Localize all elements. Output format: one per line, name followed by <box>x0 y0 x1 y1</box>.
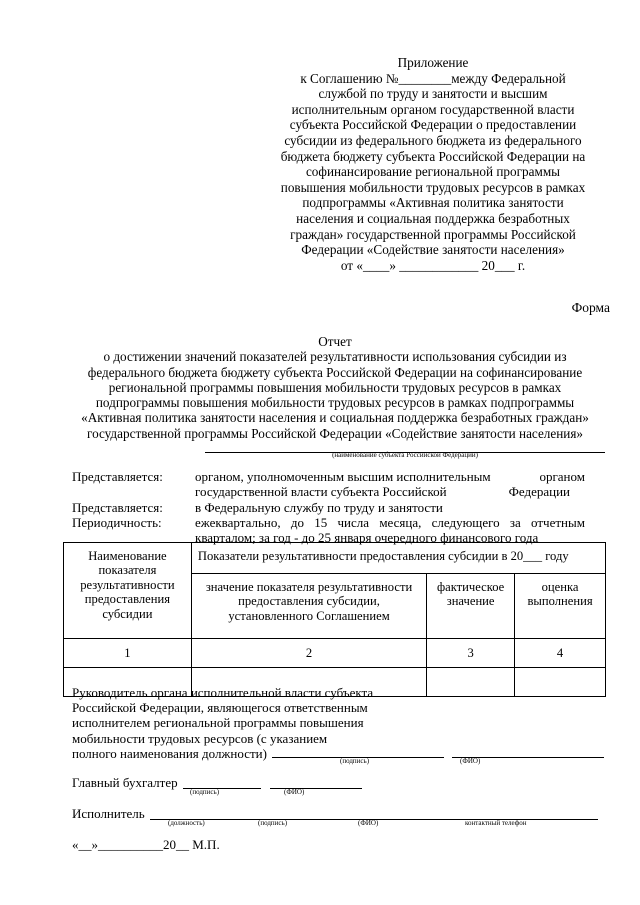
report-line: о достижении значений показателей результативности использования субсидии из <box>103 349 567 365</box>
signature-caption: (подпись) <box>190 788 220 796</box>
presented-by-text: государственной власти субъекта Российской <box>195 484 447 500</box>
phone-caption: контактный телефон <box>465 819 527 827</box>
periodicity-value <box>195 515 585 545</box>
presented-by-value <box>195 469 585 499</box>
appendix-line: Приложение <box>397 55 469 70</box>
appendix-line: повышения мобильности трудовых ресурсов в рамках <box>280 179 586 195</box>
table-cell[interactable] <box>427 668 515 697</box>
head-title-line: исполнителем региональной программы повышения <box>72 715 364 731</box>
appendix-date-line: от «____» ____________ 20___ г. <box>340 257 526 273</box>
evaluation-header: оценка выполнения <box>515 574 606 639</box>
executor-label: Исполнитель <box>72 806 145 821</box>
report-line: региональной программы повышения мобильности трудовых ресурсов в рамках <box>108 379 562 395</box>
report-line: государственной программы Российской Федерации «Содействие занятости населения» <box>86 425 584 441</box>
periodicity-word: ежеквартально, <box>195 515 281 530</box>
appendix-line: службой по труду и занятости и высшим <box>318 86 548 102</box>
signature-caption: (подпись) <box>340 757 370 765</box>
head-title-line: Руководитель органа исполнительной власти субъекта <box>72 685 374 700</box>
presented-by-label: Представляется: <box>72 469 163 484</box>
fio-caption: (ФИО) <box>358 819 379 827</box>
periodicity-word: 15 <box>314 515 328 530</box>
periodicity-word: за <box>509 515 521 530</box>
presented-to-value: в Федеральную службу по труду и занятости <box>195 500 443 515</box>
fio-caption: (ФИО) <box>460 757 481 765</box>
presented-to-label: Представляется: <box>72 500 163 515</box>
appendix-line: бюджета бюджету субъекта Российской Федерации на <box>280 148 586 164</box>
appendix-header <box>258 55 608 273</box>
indicators-group-header: Показатели результативности предоставления субсидии в 20___ году <box>191 543 605 574</box>
appendix-line: к Соглашению №________между Федеральной <box>300 70 566 86</box>
position-caption: (должность) <box>168 819 205 827</box>
report-line: федерального бюджета бюджету субъекта Российской Федерации на софинансирование <box>87 364 583 380</box>
subject-name-caption: (наименование субъекта Российской Федерации) <box>332 451 478 459</box>
report-title-block <box>70 334 600 441</box>
head-title-line: мобильности трудовых ресурсов (с указанием <box>72 730 328 746</box>
appendix-line: населения и социальная поддержка безработных <box>296 210 570 226</box>
periodicity-text: кварталом; за год - до 25 января очередного финансового года <box>195 530 539 546</box>
periodicity-word: месяца, <box>379 515 422 530</box>
indicator-name-header: Наименование показателя результативности предоставления субсидии <box>64 543 192 639</box>
appendix-line: софинансирование региональной программы <box>305 164 561 180</box>
table-cell[interactable] <box>515 668 606 697</box>
column-number: 1 <box>64 639 192 668</box>
head-signature-block <box>72 685 373 761</box>
column-number: 2 <box>191 639 426 668</box>
report-title: Отчет <box>318 334 352 349</box>
appendix-line: субъекта Российской Федерации о предоставлении <box>289 117 577 133</box>
fio-caption: (ФИО) <box>284 788 305 796</box>
signature-caption: (подпись) <box>258 819 288 827</box>
presented-by-text: органом <box>539 469 585 484</box>
periodicity-word: отчетным <box>531 515 585 530</box>
report-line: «Активная политика занятости населения и социальная поддержка безработных граждан» <box>81 410 589 426</box>
column-numbers-row <box>64 639 606 668</box>
actual-value-header: фактическое значение <box>427 574 515 639</box>
chief-accountant-label: Главный бухгалтер <box>72 775 178 790</box>
periodicity-word: до <box>290 515 304 530</box>
appendix-line: субсидии из федерального бюджета из федерального <box>284 132 582 148</box>
column-number: 4 <box>515 639 606 668</box>
presented-by-text: органом, уполномоченным высшим исполнительным <box>195 469 491 484</box>
indicators-table <box>63 542 606 697</box>
form-label: Форма <box>571 300 610 315</box>
planned-value-header: значение показателя результативности предоставления субсидии, установленного Соглашением <box>191 574 426 639</box>
periodicity-label: Периодичность: <box>72 515 162 530</box>
report-line: подпрограммы повышения мобильности трудовых ресурсов в рамках подпрограммы <box>95 395 575 411</box>
periodicity-word: следующего <box>431 515 500 530</box>
appendix-line: граждан» государственной программы Российской <box>290 226 576 242</box>
head-title-line: Российской Федерации, являющегося ответственным <box>72 700 368 716</box>
appendix-line: подпрограммы «Активная политика занятости <box>302 195 564 211</box>
appendix-line: исполнительным органом государственной власти <box>291 101 575 117</box>
appendix-line: Федерации «Содействие занятости населения» <box>301 242 565 258</box>
head-title-line: полного наименования должности) <box>72 745 267 761</box>
presented-by-text: Федерации <box>508 484 570 500</box>
periodicity-word: числа <box>337 515 370 530</box>
date-stamp-line: «__»__________20__ М.П. <box>72 837 220 852</box>
column-number: 3 <box>427 639 515 668</box>
